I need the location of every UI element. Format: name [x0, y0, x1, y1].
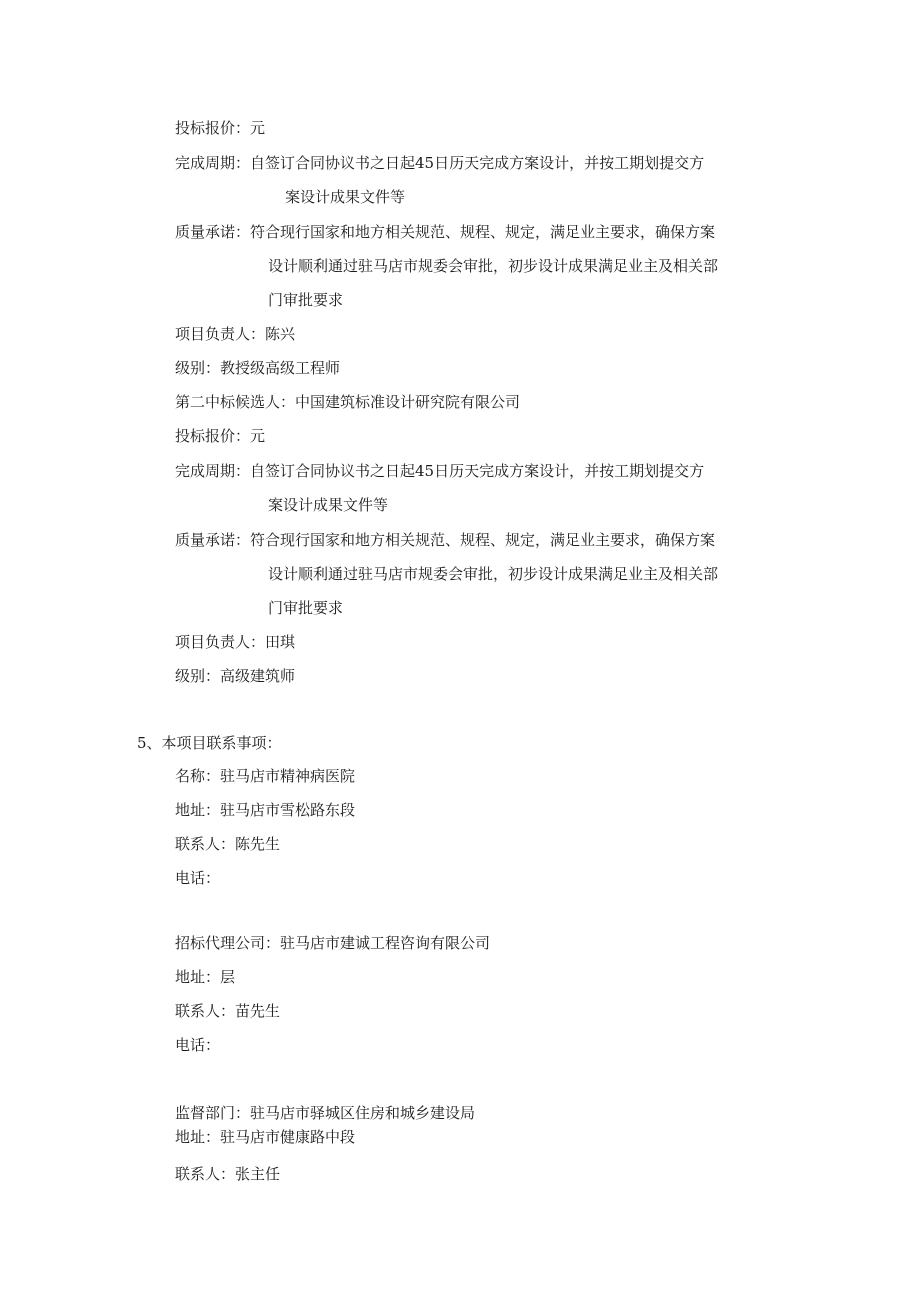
candidate1-quality-line2: 设计顺利通过驻马店市规委会审批，初步设计成果满足业主及相关部: [268, 257, 719, 275]
candidate1-level: 级别：教授级高级工程师: [175, 359, 341, 377]
owner-contact-person: 联系人：陈先生: [175, 835, 281, 853]
candidate2-period-line2: 案设计成果文件等: [268, 496, 389, 514]
contact-section-heading: 5、本项目联系事项：: [137, 734, 282, 752]
candidate1-period-line1: 完成周期：自签订合同协议书之日起45日历天完成方案设计，并按工期划提交方: [175, 154, 705, 172]
candidate2-quality-line3: 门审批要求: [268, 599, 344, 617]
owner-name: 名称：驻马店市精神病医院: [175, 767, 356, 785]
supervisor-address: 地址：驻马店市健康路中段: [175, 1128, 356, 1146]
candidate2-bid-price: 投标报价：元: [175, 427, 266, 445]
candidate1-quality-line3: 门审批要求: [268, 291, 344, 309]
candidate2-quality-line1: 质量承诺：符合现行国家和地方相关规范、规程、规定，满足业主要求，确保方案: [175, 531, 716, 549]
candidate2-period-line1: 完成周期：自签订合同协议书之日起45日历天完成方案设计，并按工期划提交方: [175, 462, 705, 480]
candidate1-project-leader: 项目负责人：陈兴: [175, 325, 296, 343]
agency-address: 地址：层: [175, 968, 236, 986]
owner-phone: 电话：: [175, 869, 221, 887]
supervisor-name: 监督部门：驻马店市驿城区住房和城乡建设局: [175, 1104, 476, 1122]
agency-contact-person: 联系人：苗先生: [175, 1002, 281, 1020]
agency-phone: 电话：: [175, 1036, 221, 1054]
candidate2-title: 第二中标候选人：中国建筑标准设计研究院有限公司: [175, 393, 521, 411]
candidate1-quality-line1: 质量承诺：符合现行国家和地方相关规范、规程、规定，满足业主要求，确保方案: [175, 223, 716, 241]
candidate2-quality-line2: 设计顺利通过驻马店市规委会审批，初步设计成果满足业主及相关部: [268, 565, 719, 583]
candidate1-period-line2: 案设计成果文件等: [285, 188, 406, 206]
candidate2-level: 级别：高级建筑师: [175, 667, 296, 685]
owner-address: 地址：驻马店市雪松路东段: [175, 801, 356, 819]
candidate2-project-leader: 项目负责人：田琪: [175, 633, 296, 651]
agency-name: 招标代理公司：驻马店市建诚工程咨询有限公司: [175, 934, 491, 952]
candidate1-bid-price: 投标报价：元: [175, 119, 266, 137]
supervisor-contact-person: 联系人：张主任: [175, 1165, 281, 1183]
